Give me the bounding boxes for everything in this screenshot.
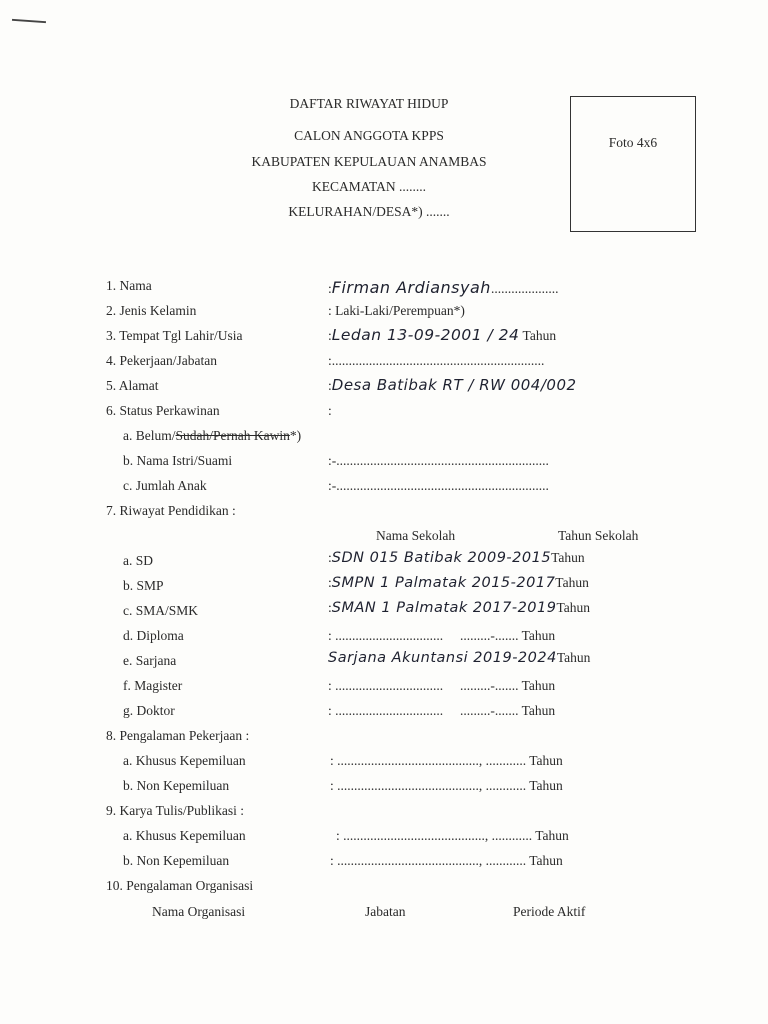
value-smp-suffix: Tahun — [555, 575, 589, 590]
belum-end-text: *) — [289, 428, 302, 443]
scan-mark — [12, 19, 46, 23]
value-sma-suffix: Tahun — [556, 600, 591, 615]
value-alamat-text: Desa Batibak RT / RW 004/002 — [331, 376, 577, 394]
label-pekerjaan-khusus: a. Khusus Kepemiluan — [123, 753, 246, 768]
value-doktor: : ................................ .........-....... Tahun — [328, 703, 556, 718]
photo-box — [570, 96, 696, 232]
label-sd: a. SD — [123, 553, 153, 568]
value-diploma: : ................................ .........-....... Tahun — [328, 628, 556, 643]
value-ttl-text: Ledan 13-09-2001 / 24 — [331, 326, 520, 344]
header-line-4: KECAMATAN ........ — [311, 179, 427, 194]
value-sd: :SDN 015 Batibak 2009-2015Tahun — [328, 550, 585, 566]
header-line-2: CALON ANGGOTA KPPS — [294, 128, 444, 143]
value-magister: : ................................ .........-....... Tahun — [328, 678, 556, 693]
value-sarjana-suffix: Tahun — [556, 650, 591, 665]
belum-text: a. Belum/ — [123, 428, 176, 443]
label-jenis-kelamin: 2. Jenis Kelamin — [106, 303, 197, 318]
value-sarjana-text: Sarjana Akuntansi 2019-2024 — [328, 650, 557, 666]
label-sarjana: e. Sarjana — [123, 653, 177, 668]
label-alamat: 5. Alamat — [106, 378, 159, 393]
value-sd-suffix: Tahun — [551, 550, 585, 565]
label-karya-tulis: 9. Karya Tulis/Publikasi : — [106, 803, 245, 818]
value-sarjana — [328, 650, 590, 666]
label-anak: c. Jumlah Anak — [123, 478, 207, 493]
label-istri: b. Nama Istri/Suami — [123, 453, 233, 468]
value-nama: :Firman Ardiansyah.................... — [328, 278, 559, 297]
value-smp-text: SMPN 1 Palmatak 2015-2017 — [331, 575, 556, 591]
value-karya-non: : .........................................., ............ Tahun — [330, 853, 563, 868]
value-karya-khusus: : .........................................., ............ Tahun — [336, 828, 569, 843]
value-sd-text: SDN 015 Batibak 2009-2015 — [331, 550, 552, 566]
label-doktor: g. Doktor — [123, 703, 175, 718]
value-smp: :SMPN 1 Palmatak 2015-2017Tahun — [328, 575, 589, 591]
value-sma-text: SMAN 1 Palmatak 2017-2019 — [331, 600, 557, 616]
col-tahun-sekolah: Tahun Sekolah — [558, 528, 639, 543]
label-karya-khusus: a. Khusus Kepemiluan — [123, 828, 246, 843]
value-istri: :-............................................................... — [328, 453, 549, 468]
label-pengalaman-pekerjaan: 8. Pengalaman Pekerjaan : — [106, 728, 250, 743]
label-diploma: d. Diploma — [123, 628, 184, 643]
label-nama: 1. Nama — [106, 278, 152, 293]
label-pendidikan: 7. Riwayat Pendidikan : — [106, 503, 236, 518]
value-pekerjaan: :............................................................... — [328, 353, 545, 368]
label-magister: f. Magister — [123, 678, 183, 693]
value-sma: :SMAN 1 Palmatak 2017-2019Tahun — [328, 600, 591, 616]
label-pekerjaan-non: b. Non Kepemiluan — [123, 778, 230, 793]
label-ttl: 3. Tempat Tgl Lahir/Usia — [106, 328, 243, 343]
label-status: 6. Status Perkawinan — [106, 403, 220, 418]
value-nama-dots: .................... — [490, 281, 559, 296]
value-ttl: :Ledan 13-09-2001 / 24 Tahun — [328, 326, 557, 344]
value-ttl-suffix: Tahun — [522, 328, 557, 343]
label-smp: b. SMP — [123, 578, 164, 593]
belum-struck-text: Sudah/Pernah Kawin — [175, 428, 290, 443]
status-colon: : — [328, 403, 332, 418]
value-alamat: :Desa Batibak RT / RW 004/002 — [328, 376, 577, 394]
col-nama-organisasi: Nama Organisasi — [152, 904, 246, 919]
col-nama-sekolah: Nama Sekolah — [376, 528, 456, 543]
label-sma: c. SMA/SMK — [123, 603, 199, 618]
value-anak: :-............................................................... — [328, 478, 549, 493]
col-periode-aktif: Periode Aktif — [513, 904, 586, 919]
col-jabatan: Jabatan — [365, 904, 406, 919]
photo-label: Foto 4x6 — [608, 135, 658, 150]
document-title: DAFTAR RIWAYAT HIDUP — [289, 96, 449, 111]
label-pekerjaan: 4. Pekerjaan/Jabatan — [106, 353, 217, 368]
value-jenis-kelamin: : Laki-Laki/Perempuan*) — [328, 303, 465, 318]
label-organisasi: 10. Pengalaman Organisasi — [106, 878, 254, 893]
value-pekerjaan-non: : .........................................., ............ Tahun — [330, 778, 563, 793]
header-line-3: KABUPATEN KEPULAUAN ANAMBAS — [251, 154, 487, 169]
value-nama-text: Firman Ardiansyah — [331, 278, 491, 297]
header-line-5: KELURAHAN/DESA*) ....... — [288, 204, 450, 219]
value-pekerjaan-khusus: : .........................................., ............ Tahun — [330, 753, 563, 768]
label-belum — [123, 428, 301, 444]
label-karya-non: b. Non Kepemiluan — [123, 853, 230, 868]
